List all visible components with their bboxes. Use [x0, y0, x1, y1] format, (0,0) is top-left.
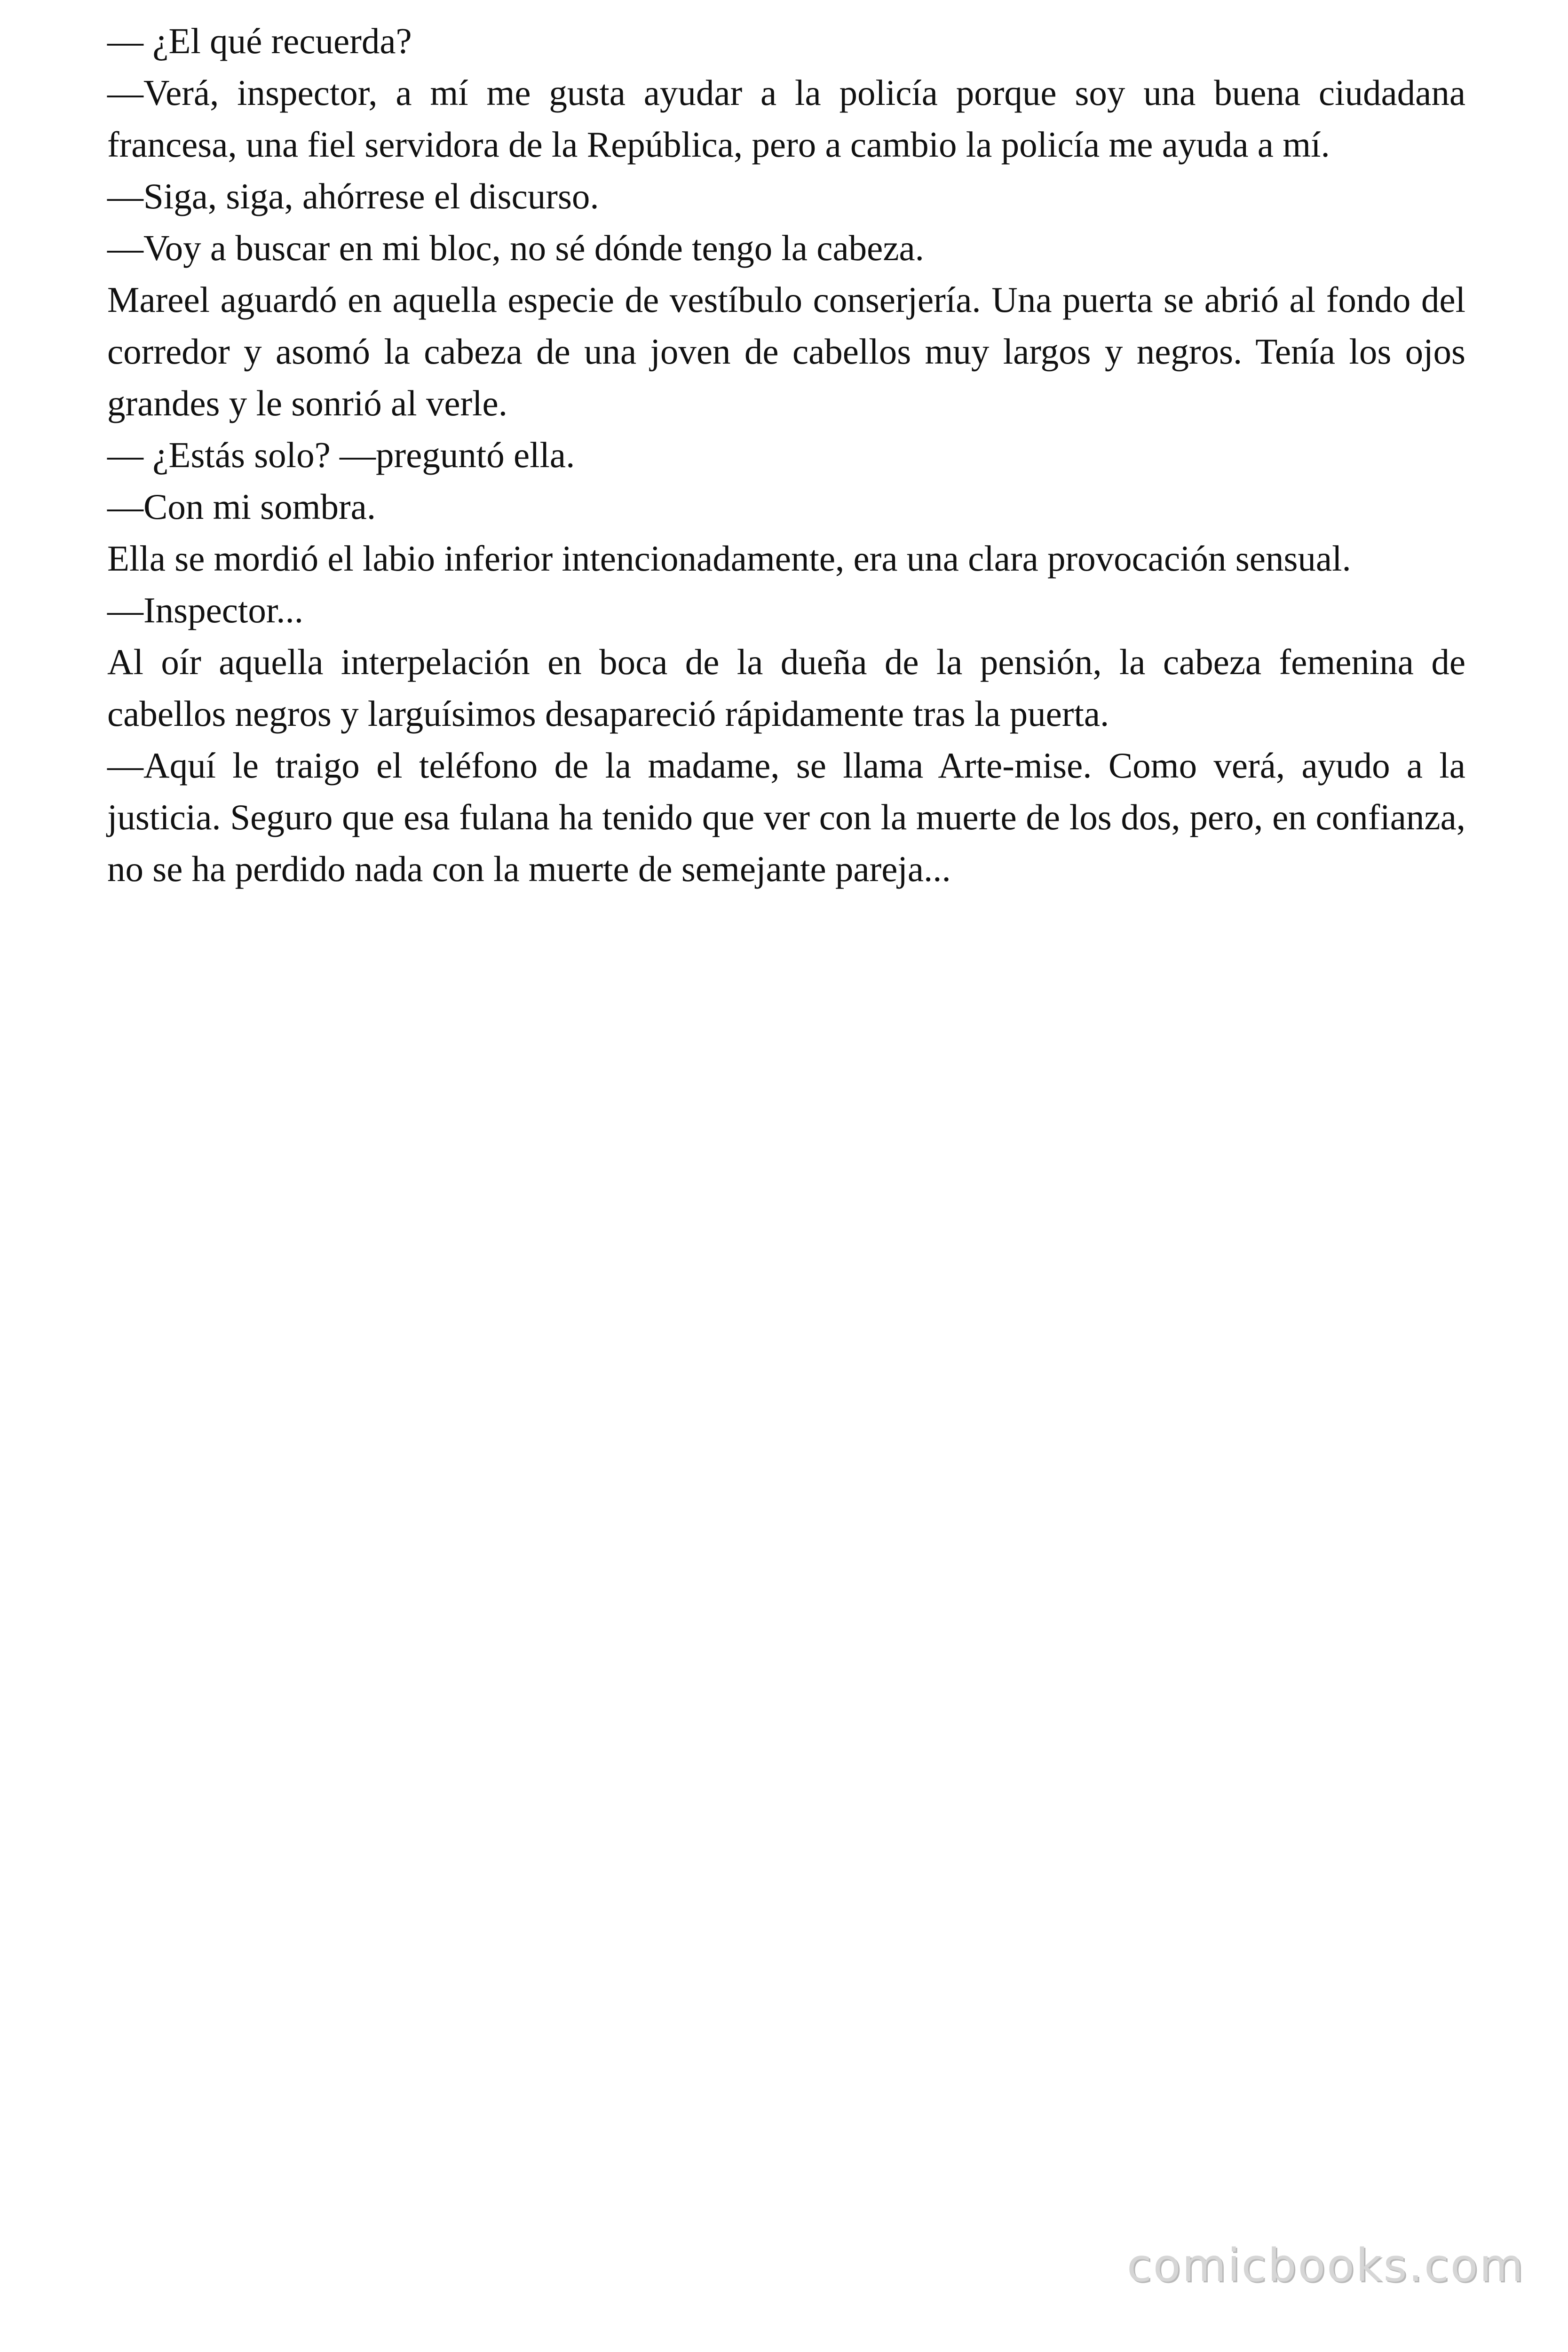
paragraph-4: —Voy a buscar en mi bloc, no sé dónde tengo la cabeza. — [107, 228, 924, 268]
paragraph-8: Ella se mordió el labio inferior intencionadamente, era una clara provocación sensual. — [107, 538, 1351, 579]
paragraph-7: —Con mi sombra. — [107, 486, 376, 527]
paragraph-2: —Verá, inspector, a mí me gusta ayudar a la policía porque soy una buena ciudadana francesa, una fiel servidora de la República, pero a cambio la policía me ayuda a mí. — [107, 72, 1465, 165]
paragraph-6: — ¿Estás solo? —preguntó ella. — [107, 435, 575, 475]
body-text — [107, 15, 1465, 895]
paragraph-9: —Inspector... — [107, 590, 303, 630]
watermark: comicbooks.com — [1126, 2239, 1525, 2292]
paragraph-10: Al oír aquella interpelación en boca de la dueña de la pensión, la cabeza femenina de cabellos negros y larguísimos desapareció rápidamente tras la puerta. — [107, 642, 1465, 734]
paragraph-3: —Siga, siga, ahórrese el discurso. — [107, 176, 599, 216]
paragraph-1: — ¿El qué recuerda? — [107, 21, 412, 61]
paragraph-11: —Aquí le traigo el teléfono de la madame, se llama Arte-mise. Como verá, ayudo a la justicia. Seguro que esa fulana ha tenido que ver con la muerte de los dos, pero, en confianza, no se ha perdido nada con la muerte de semejante pareja... — [107, 745, 1465, 889]
paragraph-5: Mareel aguardó en aquella especie de vestíbulo conserjería. Una puerta se abrió al fondo del corredor y asomó la cabeza de una joven de cabellos muy largos y negros. Tenía los ojos grandes y le sonrió al verle. — [107, 279, 1465, 423]
